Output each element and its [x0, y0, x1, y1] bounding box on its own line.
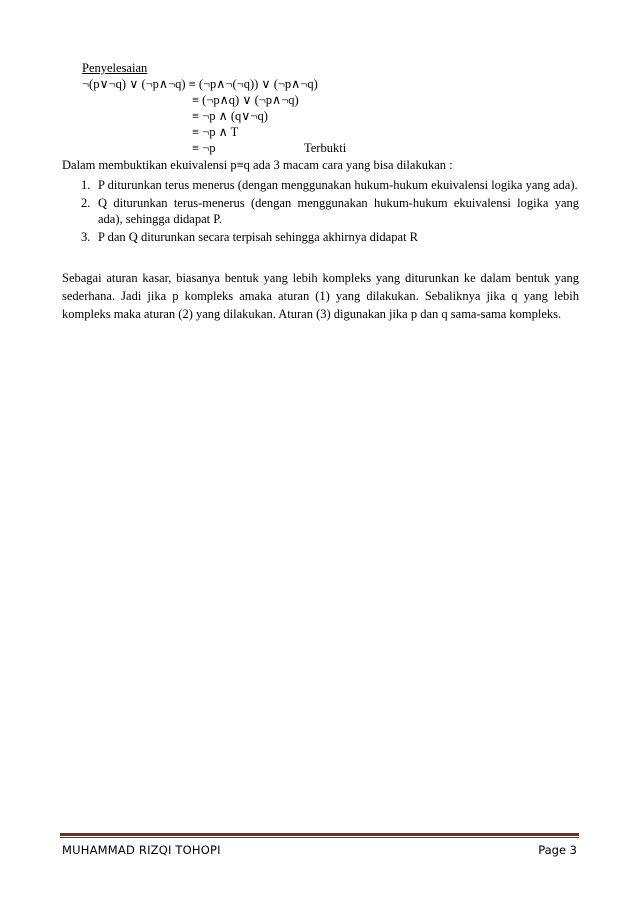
- proof-expression: ≡ ¬p: [192, 141, 216, 155]
- intro-text: Dalam membuktikan ekuivalensi p≡q ada 3 macam cara yang bisa dilakukan :: [62, 158, 453, 172]
- solution-heading: Penyelesaian: [82, 61, 148, 75]
- list-number: 2.: [81, 196, 91, 210]
- list-number: 3.: [81, 230, 91, 244]
- footer-divider-thin: [60, 837, 579, 838]
- list-item-text: P dan Q diturunkan secara terpisah sehingga akhirnya didapat R: [98, 230, 418, 244]
- methods-list: [62, 177, 579, 247]
- list-item: [62, 229, 579, 245]
- footer-author: MUHAMMAD RIZQI TOHOPI: [62, 843, 221, 857]
- proof-expression: ¬(p∨¬q) ∨ (¬p∧¬q) ≡ (¬p∧¬(¬q)) ∨ (¬p∧¬q): [82, 77, 318, 91]
- list-item: [62, 195, 579, 227]
- list-number: 1.: [81, 178, 91, 192]
- proof-conclusion: Terbukti: [304, 141, 347, 155]
- list-item-text: Q diturunkan terus-menerus (dengan menggunakan hukum-hukum ekuivalensi logika yang ada), sehingga didapat P.: [98, 196, 579, 226]
- page-number: Page 3: [538, 843, 577, 857]
- proof-expression: ≡ ¬p ∧ T: [192, 125, 239, 139]
- proof-expression: ≡ (¬p∧q) ∨ (¬p∧¬q): [192, 93, 299, 107]
- list-item: [62, 177, 579, 193]
- body-paragraph: Sebagai aturan kasar, biasanya bentuk yang lebih kompleks yang diturunkan ke dalam bentuk yang sederhana. Jadi jika p kompleks amaka aturan (1) yang dilakukan. Sebaliknya jika q yang lebih kompleks maka aturan (2) yang dilakukan. Aturan (3) digunakan jika p dan q sama-sama kompleks.: [62, 271, 579, 321]
- list-item-text: P diturunkan terus menerus (dengan menggunakan hukum-hukum ekuivalensi logika yang ada).: [98, 178, 578, 192]
- footer-divider: [60, 833, 579, 836]
- proof-expression: ≡ ¬p ∧ (q∨¬q): [192, 109, 268, 123]
